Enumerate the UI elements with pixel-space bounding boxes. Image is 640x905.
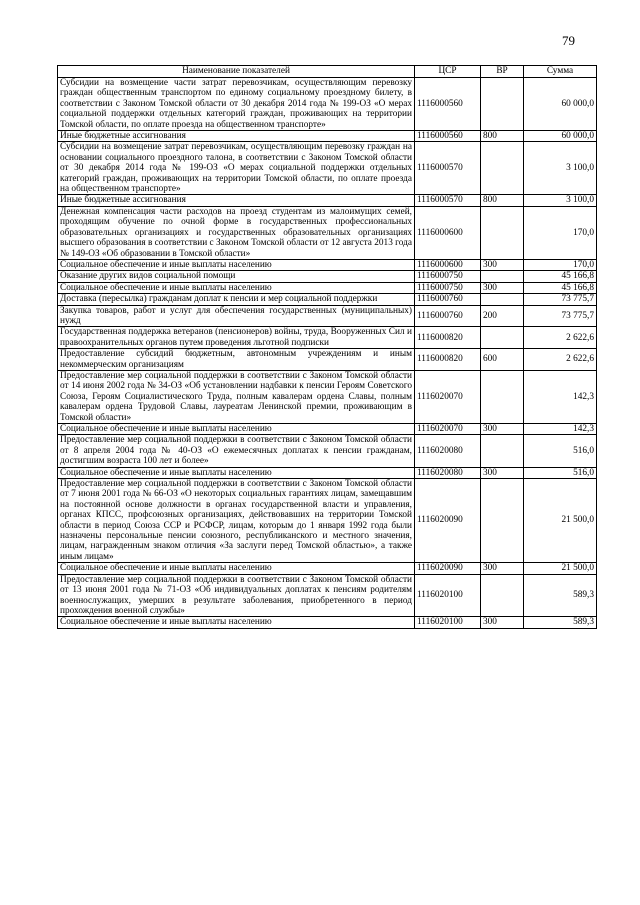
row-name-cell: Предоставление мер социальной поддержки в соответствии с Законом Томской области от 14 июня 2002 года № 34-ОЗ «Об установлении надбавки к пенсии Героям Советского Союза, Героям Социалистического Труда, полным кавалерам ордена Славы, полным кавалерам ордена Трудовой Славы, лауреатам Ленинской премии, проживающим в Томской области» xyxy=(58,370,415,423)
row-vr-cell: 300 xyxy=(481,259,524,270)
row-name-cell: Социальное обеспечение и иные выплаты населению xyxy=(58,617,415,628)
row-name-cell: Закупка товаров, работ и услуг для обеспечения государственных (муниципальных) нужд xyxy=(58,305,415,327)
table-row xyxy=(58,142,597,195)
table-row xyxy=(58,131,597,142)
row-csr-cell: 1116000560 xyxy=(415,131,481,142)
row-sum-cell: 170,0 xyxy=(524,259,597,270)
row-vr-cell xyxy=(481,142,524,195)
row-sum-cell: 3 100,0 xyxy=(524,142,597,195)
row-sum-cell: 516,0 xyxy=(524,467,597,478)
table-row xyxy=(58,327,597,349)
row-name-cell: Предоставление мер социальной поддержки в соответствии с Законом Томской области от 13 июня 2001 года № 71-ОЗ «Об индивидуальных доплатах к пенсиям родителям военнослужащих, умерших в результате заболевания, приобретенного в период прохождения военной службы» xyxy=(58,574,415,617)
row-name-cell: Субсидии на возмещение затрат перевозчикам, осуществляющим перевозку граждан на основании социального проездного талона, в соответствии с Законом Томской области от 30 декабря 2014 года № 199-ОЗ «О мерах социальной поддержки отдельных категорий граждан, проживающих на территории Томской области, по оплате проезда на общественном транспорте» xyxy=(58,142,415,195)
row-vr-cell xyxy=(481,479,524,563)
row-name-cell: Социальное обеспечение и иные выплаты населению xyxy=(58,563,415,574)
row-sum-cell: 516,0 xyxy=(524,435,597,467)
header-name: Наименование показателей xyxy=(58,66,415,78)
row-sum-cell: 45 166,8 xyxy=(524,282,597,293)
table-row xyxy=(58,206,597,259)
row-sum-cell: 170,0 xyxy=(524,206,597,259)
row-csr-cell: 1116020090 xyxy=(415,479,481,563)
row-csr-cell: 1116000750 xyxy=(415,282,481,293)
row-vr-cell: 300 xyxy=(481,563,524,574)
row-name-cell: Доставка (пересылка) гражданам доплат к пенсии и мер социальной поддержки xyxy=(58,294,415,305)
table-row xyxy=(58,435,597,467)
row-vr-cell: 300 xyxy=(481,467,524,478)
table-row xyxy=(58,467,597,478)
table-row xyxy=(58,78,597,131)
row-name-cell: Государственная поддержка ветеранов (пенсионеров) войны, труда, Вооруженных Сил и правоохранительных органов путем проведения льготной подписки xyxy=(58,327,415,349)
row-vr-cell xyxy=(481,78,524,131)
row-csr-cell: 1116000570 xyxy=(415,142,481,195)
row-sum-cell: 60 000,0 xyxy=(524,131,597,142)
row-name-cell: Социальное обеспечение и иные выплаты населению xyxy=(58,467,415,478)
row-name-cell: Денежная компенсация части расходов на проезд студентам из малоимущих семей, проходящим обучение по очной форме в государственных профессиональных образовательных организациях и государственных образовательных организациях высшего образования в соответствии с Законом Томской области от 12 августа 2013 года № 149-ОЗ «Об образовании в Томской области» xyxy=(58,206,415,259)
row-csr-cell: 1116020100 xyxy=(415,574,481,617)
table-header-row xyxy=(58,66,597,78)
row-csr-cell: 1116020080 xyxy=(415,467,481,478)
table-row xyxy=(58,294,597,305)
row-vr-cell xyxy=(481,271,524,282)
table-row xyxy=(58,424,597,435)
table-row xyxy=(58,349,597,371)
table-row xyxy=(58,479,597,563)
row-csr-cell: 1116000600 xyxy=(415,259,481,270)
row-csr-cell: 1116000600 xyxy=(415,206,481,259)
row-csr-cell: 1116020070 xyxy=(415,370,481,423)
row-sum-cell: 73 775,7 xyxy=(524,294,597,305)
row-vr-cell xyxy=(481,206,524,259)
row-sum-cell: 45 166,8 xyxy=(524,271,597,282)
row-vr-cell: 800 xyxy=(481,131,524,142)
row-name-cell: Субсидии на возмещение части затрат перевозчикам, осуществляющим перевозку граждан общественным транспортом по единому социальному проездному билету, в соответствии с Законом Томской области от 30 декабря 2014 года № 199-ОЗ «О мерах социальной поддержки отдельных категорий граждан, проживающих на территории Томской области, по оплате проезда на общественном транспорте» xyxy=(58,78,415,131)
row-name-cell: Иные бюджетные ассигнования xyxy=(58,195,415,206)
row-csr-cell: 1116020080 xyxy=(415,435,481,467)
row-vr-cell: 800 xyxy=(481,195,524,206)
row-csr-cell: 1116000820 xyxy=(415,327,481,349)
row-vr-cell: 300 xyxy=(481,424,524,435)
row-vr-cell: 300 xyxy=(481,617,524,628)
row-csr-cell: 1116020070 xyxy=(415,424,481,435)
table-body xyxy=(58,78,597,629)
row-csr-cell: 1116000760 xyxy=(415,305,481,327)
row-vr-cell: 300 xyxy=(481,282,524,293)
header-csr: ЦСР xyxy=(415,66,481,78)
row-vr-cell xyxy=(481,370,524,423)
table-row xyxy=(58,305,597,327)
row-vr-cell: 600 xyxy=(481,349,524,371)
table-row xyxy=(58,195,597,206)
page-number: 79 xyxy=(562,33,575,48)
row-sum-cell: 21 500,0 xyxy=(524,479,597,563)
row-sum-cell: 2 622,6 xyxy=(524,327,597,349)
row-csr-cell: 1116000750 xyxy=(415,271,481,282)
row-name-cell: Оказание других видов социальной помощи xyxy=(58,271,415,282)
row-name-cell: Предоставление субсидий бюджетным, автономным учреждениям и иным некоммерческим организациям xyxy=(58,349,415,371)
row-csr-cell: 1116000820 xyxy=(415,349,481,371)
table-row xyxy=(58,617,597,628)
row-name-cell: Социальное обеспечение и иные выплаты населению xyxy=(58,424,415,435)
header-vr: ВР xyxy=(481,66,524,78)
table-row xyxy=(58,271,597,282)
row-vr-cell: 200 xyxy=(481,305,524,327)
row-sum-cell: 60 000,0 xyxy=(524,78,597,131)
row-sum-cell: 21 500,0 xyxy=(524,563,597,574)
row-vr-cell xyxy=(481,294,524,305)
table-row xyxy=(58,259,597,270)
table-row xyxy=(58,563,597,574)
row-name-cell: Социальное обеспечение и иные выплаты населению xyxy=(58,282,415,293)
row-sum-cell: 142,3 xyxy=(524,370,597,423)
row-name-cell: Предоставление мер социальной поддержки в соответствии с Законом Томской области от 7 июня 2001 года № 66-ОЗ «О некоторых социальных гарантиях лицам, замещавшим на постоянной основе должности в органах государственной власти и управления, органах КПСС, профсоюзных организациях, действовавших на территории Томской области в период Союза ССР и РСФСР, лицам, которым до 1 января 1992 года были назначены персональные пенсии союзного, республиканского и местного значения, лицам, награжденным знаком отличия «За заслуги перед Томской областью», а также иным лицам» xyxy=(58,479,415,563)
row-vr-cell xyxy=(481,574,524,617)
row-vr-cell xyxy=(481,435,524,467)
row-sum-cell: 2 622,6 xyxy=(524,349,597,371)
row-csr-cell: 1116020100 xyxy=(415,617,481,628)
row-csr-cell: 1116000760 xyxy=(415,294,481,305)
row-sum-cell: 589,3 xyxy=(524,574,597,617)
row-name-cell: Иные бюджетные ассигнования xyxy=(58,131,415,142)
row-csr-cell: 1116020090 xyxy=(415,563,481,574)
row-sum-cell: 73 775,7 xyxy=(524,305,597,327)
row-name-cell: Социальное обеспечение и иные выплаты населению xyxy=(58,259,415,270)
table-row xyxy=(58,370,597,423)
table-row xyxy=(58,282,597,293)
row-sum-cell: 3 100,0 xyxy=(524,195,597,206)
row-name-cell: Предоставление мер социальной поддержки в соответствии с Законом Томской области от 8 апреля 2004 года № 40-ОЗ «О ежемесячных доплатах к пенсии гражданам, достигшим возраста 100 лет и более» xyxy=(58,435,415,467)
row-sum-cell: 142,3 xyxy=(524,424,597,435)
header-sum: Сумма xyxy=(524,66,597,78)
table-row xyxy=(58,574,597,617)
row-sum-cell: 589,3 xyxy=(524,617,597,628)
row-vr-cell xyxy=(481,327,524,349)
row-csr-cell: 1116000560 xyxy=(415,78,481,131)
budget-table xyxy=(57,65,597,629)
row-csr-cell: 1116000570 xyxy=(415,195,481,206)
